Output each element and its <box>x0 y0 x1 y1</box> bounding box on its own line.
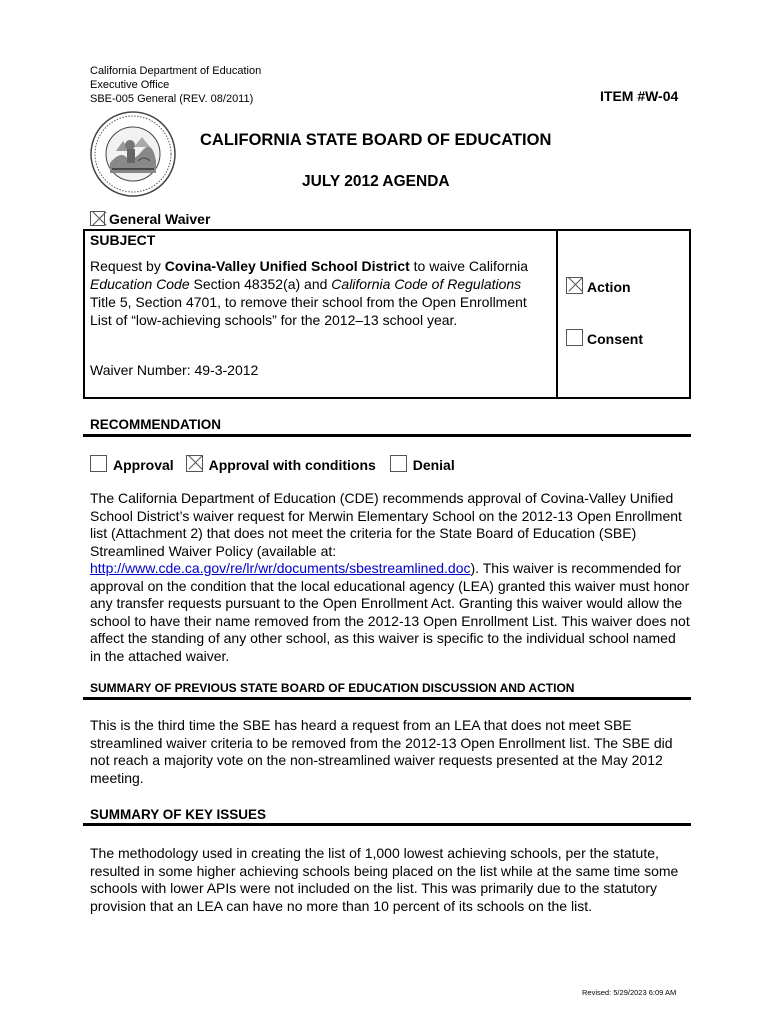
form-number: SBE-005 General (REV. 08/2011) <box>90 93 254 105</box>
item-number: ITEM #W-04 <box>600 88 679 104</box>
previous-discussion-heading: SUMMARY OF PREVIOUS STATE BOARD OF EDUCATION DISCUSSION AND ACTION <box>90 681 575 695</box>
general-waiver-label: General Waiver <box>109 211 211 227</box>
recommendation-text-part: ). This waiver is recommended for approval on the condition that the local educational agency (LEA) granted this waiver must honor any transfer requests pursuant to the Open Enrollment Act. Granting this waiver would allow the school to have their name removed from the 2012-13 Open Enrollment List. This waiver does not affect the standing of any other school, as this waiver is specific to the individual school named in the attached waiver. <box>90 560 690 664</box>
subject-text-part: Section 48352(a) and <box>189 276 332 292</box>
recommendation-heading: RECOMMENDATION <box>90 417 221 432</box>
subject-text-part: Request by <box>90 258 165 274</box>
waiver-number: Waiver Number: 49-3-2012 <box>90 362 259 378</box>
approval-label: Approval <box>113 457 174 473</box>
subject-text-part: to waive California <box>409 258 529 274</box>
key-issues-text: The methodology used in creating the list of 1,000 lowest achieving schools, per the statute, resulted in some higher achieving schools being placed on the list while at the same time some schools with lower APIs were not included on the list. This was primarily due to the statutory provision that an LEA can have no more than 10 percent of its schools on the list. <box>90 845 679 914</box>
education-code-ref: Education Code <box>90 276 190 292</box>
general-waiver-checkbox[interactable] <box>90 211 105 226</box>
previous-discussion-rule <box>83 697 691 700</box>
subject-label: SUBJECT <box>90 232 156 248</box>
approval-conditions-label: Approval with conditions <box>208 457 376 473</box>
approval-checkbox[interactable] <box>90 455 107 472</box>
state-seal-icon <box>90 111 176 197</box>
recommendation-options <box>90 455 463 473</box>
consent-option <box>566 329 643 347</box>
key-issues-heading: SUMMARY OF KEY ISSUES <box>90 807 267 822</box>
approval-conditions-checkbox[interactable] <box>186 455 203 472</box>
department-name: California Department of Education <box>90 65 262 77</box>
subject-text-part: Title 5, Section 4701, to remove their school from the Open Enrollment List of “low-achieving schools” for the 2012–13 school year. <box>90 294 527 328</box>
streamlined-policy-link[interactable]: http://www.cde.ca.gov/re/lr/wr/documents/sbestreamlined.doc <box>90 560 471 576</box>
general-waiver-option <box>90 211 210 227</box>
consent-label: Consent <box>587 331 643 347</box>
agenda-title: JULY 2012 AGENDA <box>302 173 450 190</box>
board-title: CALIFORNIA STATE BOARD OF EDUCATION <box>200 131 552 149</box>
action-label: Action <box>587 279 631 295</box>
revised-date: Revised: 5/29/2023 6:09 AM <box>582 988 677 997</box>
denial-checkbox[interactable] <box>390 455 407 472</box>
recommendation-text <box>90 490 690 665</box>
action-checkbox[interactable] <box>566 277 583 294</box>
recommendation-rule <box>83 434 691 437</box>
action-option <box>566 277 631 295</box>
regulations-code-ref: California Code of Regulations <box>331 276 522 292</box>
subject-box-divider <box>556 229 558 399</box>
header-info <box>90 64 261 106</box>
office-name: Executive Office <box>90 79 170 91</box>
previous-discussion-text: This is the third time the SBE has heard a request from an LEA that does not meet SBE streamlined waiver criteria to be removed from the 2012-13 Open Enrollment list. The SBE did not reach a majority vote on the non-streamlined waiver requests presented at the May 2012 meeting. <box>90 717 673 786</box>
recommendation-text-part: The California Department of Education (CDE) recommends approval of Covina-Valley Unified School District’s waiver request for Merwin Elementary School on the 2012-13 Open Enrollment list (Attachment 2) that does not meet the criteria for the State Board of Education (SBE) Streamlined Waiver Policy (available at: <box>90 490 682 559</box>
district-name: Covina-Valley Unified School District <box>164 258 410 274</box>
subject-text <box>90 257 550 329</box>
denial-label: Denial <box>412 457 455 473</box>
key-issues-rule <box>83 823 691 826</box>
consent-checkbox[interactable] <box>566 329 583 346</box>
